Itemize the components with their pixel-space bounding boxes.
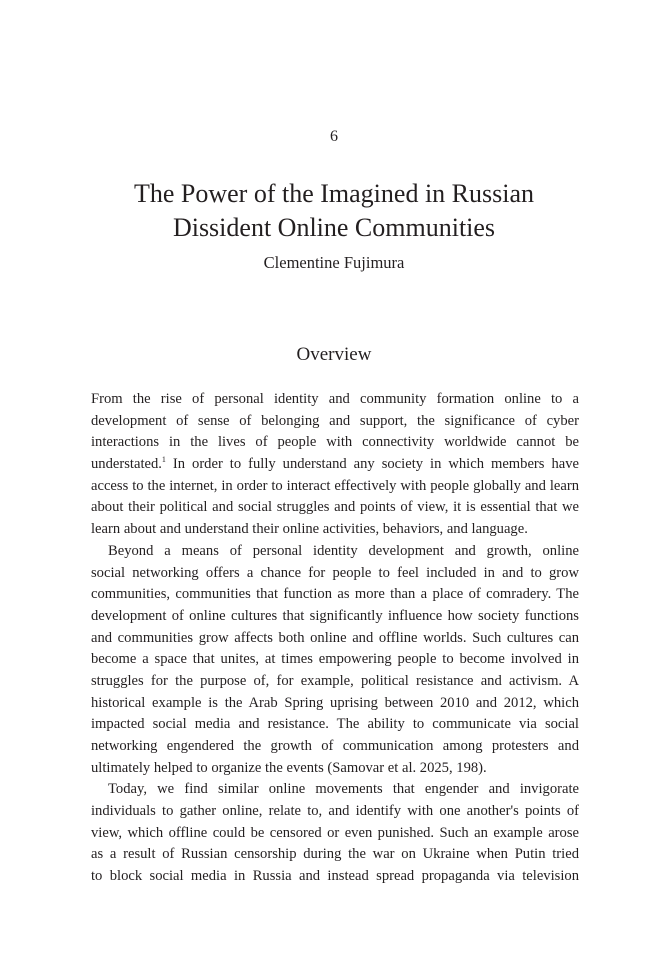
chapter-title-line: Dissident Online Communities bbox=[172, 213, 496, 242]
text-line: become a space that unites, at times empowering people to become involved in bbox=[91, 651, 579, 668]
text-line: about their political and social struggles and points of view, it is essential that we bbox=[91, 499, 579, 516]
footnote-marker[interactable]: 1 bbox=[161, 455, 166, 465]
text-line: view, which offline could be censored or even punished. Such an example arose bbox=[91, 824, 579, 841]
text-line: and communities grow affects both online and offline worlds. Such cultures can bbox=[91, 629, 579, 646]
text-segment: In order to fully understand any society in which members have bbox=[165, 456, 579, 473]
text-line: development of sense of belonging and support, the significance of cyber bbox=[91, 412, 579, 429]
text-line: development of online cultures that significantly influence how society functions bbox=[91, 607, 579, 624]
text-line: networking engendered the growth of communication among protesters and bbox=[91, 738, 579, 754]
text-line-with-footnote bbox=[91, 454, 579, 476]
chapter-number: 6 bbox=[330, 128, 338, 145]
text-line: individuals to gather online, relate to, and identify with one another's points of bbox=[91, 803, 579, 820]
text-line: From the rise of personal identity and community formation online to a bbox=[91, 391, 579, 407]
text-line: struggles for the purpose of, for example, political resistance and activism. A bbox=[91, 672, 579, 689]
section-heading: Overview bbox=[296, 344, 372, 365]
text-line: access to the internet, in order to interact effectively with people globally and learn bbox=[91, 477, 579, 494]
text-line: interactions in the lives of people with connectivity worldwide cannot be bbox=[91, 434, 579, 451]
chapter-author: Clementine Fujimura bbox=[263, 253, 405, 272]
text-line: communities, communities that function as more than a place of comradery. The bbox=[91, 586, 579, 603]
chapter-title bbox=[0, 177, 650, 245]
body-text bbox=[91, 389, 579, 888]
text-line: as a result of Russian censorship during the war on Ukraine when Putin tried bbox=[91, 846, 579, 863]
text-line: impacted social media and resistance. The ability to communicate via social bbox=[91, 716, 579, 733]
text-line: learn about and understand their online activities, behaviors, and language. bbox=[91, 521, 528, 538]
text-line: social networking offers a chance for people to feel included in and to grow bbox=[91, 564, 579, 581]
text-line: to block social media in Russia and instead spread propaganda via television bbox=[91, 868, 579, 885]
chapter-title-line: The Power of the Imagined in Russian bbox=[133, 179, 535, 208]
text-line: ultimately helped to organize the events (Samovar et al. 2025, 198). bbox=[91, 759, 487, 776]
text-line: Beyond a means of personal identity development and growth, online bbox=[108, 542, 579, 559]
text-line: Today, we find similar online movements that engender and invigorate bbox=[108, 781, 579, 798]
text-line: historical example is the Arab Spring uprising between 2010 and 2012, which bbox=[91, 694, 579, 711]
text-segment: understated. bbox=[91, 456, 162, 473]
